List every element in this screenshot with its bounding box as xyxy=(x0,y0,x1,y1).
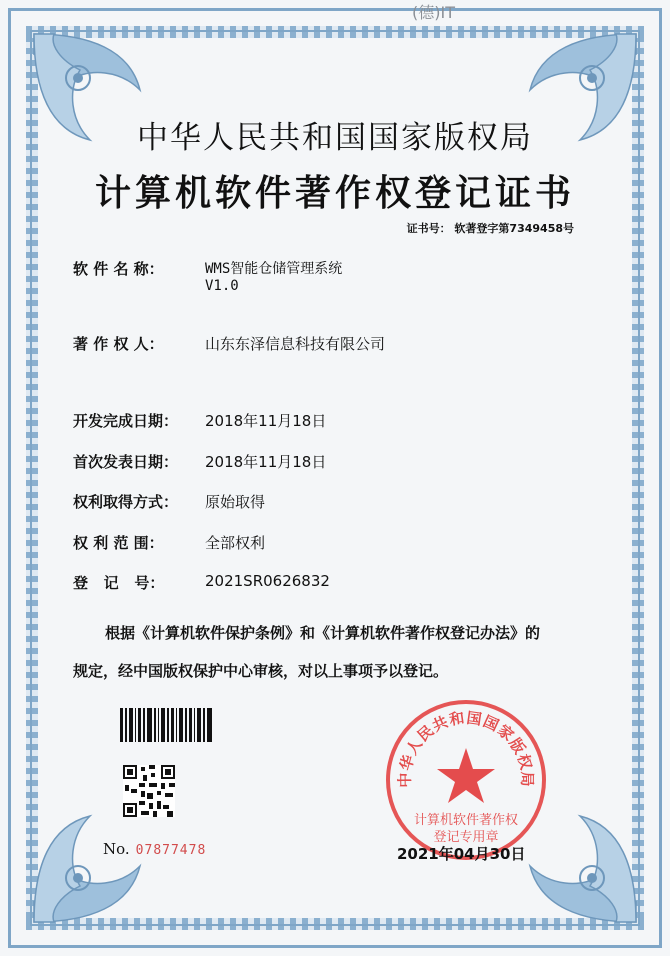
svg-text:计算机软件著作权: 计算机软件著作权 xyxy=(413,813,519,828)
serial-label: No. xyxy=(103,840,130,858)
field-label: 软 件 名 称： xyxy=(73,260,164,278)
corner-ornament-bottom-left xyxy=(30,806,150,926)
field-value: 2018年11月18日 xyxy=(205,453,327,471)
field-registration-number xyxy=(73,572,330,593)
field-value xyxy=(205,258,342,294)
field-completion-date xyxy=(73,410,326,431)
certificate-title: 计算机软件著作权登记证书 xyxy=(94,173,575,214)
field-label: 开发完成日期： xyxy=(73,412,179,430)
field-value: 原始取得 xyxy=(205,493,266,511)
qr-code-image xyxy=(123,765,175,817)
field-rights-scope xyxy=(73,532,265,553)
field-label: 首次发表日期： xyxy=(73,453,179,471)
field-value: 2021SR0626832 xyxy=(205,572,330,590)
serial-number-value: 07877478 xyxy=(135,843,207,858)
field-copyright-owner xyxy=(73,333,385,354)
serial-number xyxy=(103,840,206,858)
issuing-authority-title: 中华人民共和国国家版权局 xyxy=(137,120,533,156)
declaration-line-2: 规定，经中国版权保护中心审核，对以上事项予以登记。 xyxy=(73,662,449,680)
barcode-image xyxy=(120,708,212,742)
field-label: 权 利 范 围： xyxy=(73,534,164,552)
field-value: 2018年11月18日 xyxy=(205,412,327,430)
field-label: 权利取得方式： xyxy=(73,493,179,511)
handwritten-note: (德)IT xyxy=(412,3,455,22)
issue-date: 2021年04月30日 xyxy=(397,845,526,863)
svg-text:登记专用章: 登记专用章 xyxy=(433,830,499,845)
field-acquisition-method xyxy=(73,491,265,512)
field-software-name xyxy=(73,258,342,294)
field-value: 山东东泽信息科技有限公司 xyxy=(205,335,386,353)
certificate-number: 证书号： 软著登字第7349458号 xyxy=(406,222,574,235)
official-seal xyxy=(384,698,548,862)
software-version-value: V1.0 xyxy=(205,278,239,294)
field-label: 著 作 权 人： xyxy=(73,335,164,353)
declaration-line-1: 根据《计算机软件保护条例》和《计算机软件著作权登记办法》的 xyxy=(105,624,541,642)
software-name-value: WMS智能仓储管理系统 xyxy=(205,261,343,277)
field-publication-date xyxy=(73,451,326,472)
svg-text:中华人民共和国国家版权局: 中华人民共和国国家版权局 xyxy=(395,708,537,788)
field-label: 登 记 号： xyxy=(73,574,165,592)
field-value: 全部权利 xyxy=(205,534,266,552)
